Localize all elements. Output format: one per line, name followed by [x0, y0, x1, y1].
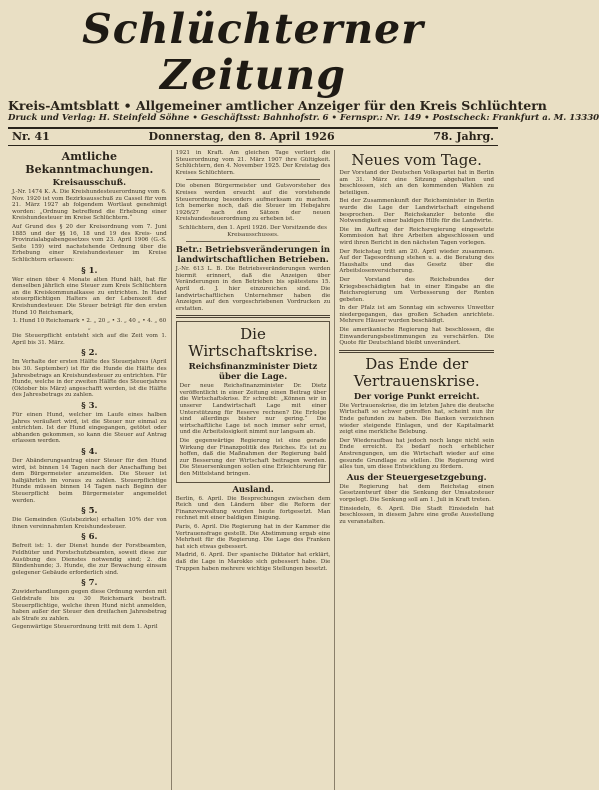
article-subheading: Der vorige Punkt erreicht. — [353, 391, 480, 402]
paragraph: Paris, 6. April. Die Regierung hat in der Kammer die Vertrauensfrage gestellt. Die Abstimmung ergab eine Mehrheit für die Regierung. Die Lage des Franken hat sich etwas gebessert. — [175, 523, 331, 550]
paragraph: J.-Nr. 613 L. B. Die Betriebsveränderungen werden hiermit erinnert, daß die Anzeigen über Veränderungen in den Betrieben bis spätestens 15. April d. J. hier einzureichen sind. Die landwirtschaftlichen Unternehmer haben die Anzeigen auf den vorgeschriebenen Vordrucken zu erstatten. — [175, 266, 331, 312]
volume-year: 78. Jahrg. — [433, 130, 494, 143]
paragraph: Der Wiederaufbau hat jedoch noch lange nicht sein Ende erreicht. Es bedarf noch erheblicher Anstrengungen, um die Wirtschaft wieder auf eine gesunde Grundlage zu stellen. Die Regierung wird alles tun, um diese Entwicklung zu fördern. — [339, 437, 495, 471]
divider — [339, 350, 494, 353]
article-columns — [8, 150, 498, 790]
article-heading: Ausland. — [232, 484, 274, 495]
paragraph: Der Vorstand des Reichsbundes der Kriegsbeschädigten hat in einer Eingabe an die Reichsregierung um Verbesserung der Renten gebeten. — [339, 276, 495, 303]
paragraph: Auf Grund des § 20 der Kreisordnung vom 7. Juni 1885 und der §§ 16, 18 und 19 des Kreis- und Provinzialabgabengesetzes vom 23. April 1906 (G.-S. Seite 159) wird nachstehende Ordnung über die Erhebung einer Kreishundesteuer im Kreise Schlüchtern erlassen: — [12, 223, 167, 263]
article-box — [176, 321, 331, 482]
paragraph: Schlüchtern, den 1. April 1926. Der Vorsitzende des Kreisausschusses. — [179, 224, 327, 238]
paragraph: Befreit ist: 1. der Dienst hunde der Forstbeamten, Feldhüter und Forstschutzbeamten, soweit diese zur Ausübung des Dienstes notwendig sind; 2. die Blindenhunde; 3. Hunde, die zur Bewachung einsam gelegener Gebäude erforderlich sind. — [12, 543, 167, 576]
paragraph: Die Steuerpflicht entsteht sich auf die Zeit vom 1. April bis 31. März. — [12, 333, 167, 346]
article-headline: Die Wirtschaftskrise. — [188, 325, 318, 361]
paragraph: Die Regierung hat dem Reichstag einen Gesetzentwurf über die Senkung der Umsatzsteuer vorgelegt. Die Senkung soll am 1. Juli in Kraft treten. — [339, 483, 495, 503]
paragraph: Die amerikanische Regierung hat beschlossen, die Einwanderungsbestimmungen zu verschärfen. Die Quote für Deutschland bleibt unverändert. — [339, 327, 495, 347]
paragraph: Madrid, 6. April. Der spanische Diktator hat erklärt, daß die Lage in Marokko sich gebessert habe. Die Truppen haben mehrere wichtige Stellungen besetzt. — [175, 552, 331, 572]
tax-rates: 1. Hund 10 Reichsmark • 2. „ 20 „ • 3. „ 40 „ • 4. „ 60 „ — [12, 318, 167, 331]
issue-date: Donnerstag, den 8. April 1926 — [148, 130, 335, 143]
newspaper-title: Schlüchterner Zeitung — [82, 5, 424, 99]
paragraph: Im Verhalte der ersten Hälfte des Steuerjahres (April bis 30. September) ist für die Hunde die Hälfte des Jahresbetrags an Kreishundesteuer zu entrichten. Für Hunde, welche in der zweiten Hälfte des Steuerjahres (Oktober bis März) angeschafft werden, ist die Hälfte des Jahresbetrags zu zahlen. — [12, 359, 167, 399]
article-heading: Betr.: Betriebsveränderungen in landwirtschaftlichen Betrieben. — [175, 245, 331, 266]
paragraph: Berlin, 6. April. Die Besprechungen zwischen dem Reich und den Ländern über die Reform der Finanzverwaltung wurden heute fortgesetzt. Man rechnet mit einer baldigen Einigung. — [175, 495, 331, 522]
paragraph-number: § 3. — [81, 401, 98, 412]
paragraph-number: § 7. — [81, 578, 98, 589]
paragraph: Die im Auftrag der Reichsregierung eingesetzte Kommission hat ihre Arbeiten abgeschlossen und wird ihren Bericht in den nächsten Tagen vorlegen. — [339, 226, 495, 246]
dateline — [8, 127, 498, 146]
column-1 — [8, 150, 172, 790]
section-subheading: Kreisausschuß. — [52, 178, 127, 188]
paragraph: Die gegenwärtige Regierung ist eine gerade Wirkung der Finanzpolitik des Reiches. Es ist zu hoffen, daß die Maßnahmen der Regierung bald zur Besserung der Wirtschaft beitragen werden. Die Steuersenkungen sollen eine Erleichterung für den Mittelstand bringen. — [179, 438, 327, 477]
paragraph-number: § 4. — [81, 447, 98, 457]
paragraph: J.-Nr. 1474 K. A. Die Kreishundesteuerordnung vom 6. Nov. 1920 ist vom Bezirksausschuß zu Cassel für vom 21. März 1927 ab folgendem Wortlaut genehmigt worden: „Ordnung betreffend die Erhebung einer Kreishundesteuer im Kreise Schlüchtern.“ — [12, 189, 167, 222]
paragraph: Gegenwärtige Steuerordnung tritt mit dem 1. April — [12, 624, 158, 631]
newspaper-subtitle: Kreis-Amtsblatt • Allgemeiner amtlicher Anzeiger für den Kreis Schlüchtern — [8, 98, 547, 113]
paragraph: Einsiedeln, 6. April. Die Stadt Einsiedeln hat beschlossen, in diesem Jahre eine große Ausstellung zu veranstalten. — [339, 505, 495, 525]
divider — [176, 315, 331, 318]
publisher-imprint: Druck und Verlag: H. Steinfeld Söhne • Geschäftsst: Bahnhofstr. 6 • Fernspr.: Nr. 149 • Postscheck: Frankfurt a. M. 13330 — [8, 113, 599, 123]
divider — [186, 241, 321, 242]
paragraph: In der Pfalz ist am Sonntag ein schweres Unwetter niedergegangen, das großen Schaden anrichtete. Mehrere Häuser wurden beschädigt. — [339, 305, 495, 325]
column-3 — [335, 150, 498, 790]
paragraph: Der neue Reichsfinanzminister Dr. Dietz veröffentlicht in einer Zeitung einen Beitrag über die Wirtschaftskrise. Er schreibt: „Können wir in unserer Landwirtschaft Lage mit einer Unterstützung für Reserve rechnen? Die Erfolge sind allerdings bisher nur gering.“ Die wirtschaftliche Lage ist noch immer sehr ernst, und die Arbeitslosigkeit nimmt nur langsam ab. — [179, 383, 327, 436]
paragraph: Der Reichstag tritt am 20. April wieder zusammen. Auf der Tagesordnung stehen u. a. die Beratung des Haushalts und das Gesetz über die Arbeitslosenversicherung. — [339, 248, 495, 275]
paragraph: Der Vorstand der Deutschen Volkspartei hat in Berlin am 31. März eine Sitzung abgehalten und beschlossen, sich an den kommenden Wahlen zu beteiligen. — [339, 170, 495, 196]
column-2 — [172, 150, 336, 790]
section-headline: Neues vom Tage. — [351, 151, 482, 169]
paragraph-number: § 1. — [81, 265, 98, 276]
paragraph: Die Vertrauenskrise, die im letzten Jahre die deutsche Wirtschaft so schwer getroffen hat, scheint nun ihr Ende gefunden zu haben. Die Banken verzeichnen wieder steigende Einlagen, und der Kapitalmarkt zeigt eine merkliche Belebung. — [339, 402, 495, 436]
paragraph: 1921 in Kraft. Am gleichen Tage verliert die Steuerordnung vom 21. März 1907 ihre Gültigkeit. Schlüchtern, den 4. November 1925. Der Kreistag des Kreises Schlüchtern. — [175, 150, 331, 176]
article-heading: Aus der Steuergesetzgebung. — [346, 472, 487, 483]
paragraph-number: § 6. — [81, 532, 98, 543]
paragraph-number: § 2. — [81, 348, 98, 359]
paragraph: Für einen Hund, welcher im Laufe eines halben Jahres veräußert wird, ist die Steuer nur einmal zu entrichten. Ist der Hund eingegangen, getötet oder abhanden gekommen, so kann die Steuer auf Antrag erlassen werden. — [12, 412, 167, 445]
paragraph: Zuwiderhandlungen gegen diese Ordnung werden mit Geldstrafe bis zu 30 Reichsmark bestraft. Steuerpflichtige, welche ihren Hund nicht anmelden, haben außer der Steuer den dreifachen Jahresbetrag als Strafe zu zahlen. — [12, 589, 167, 622]
article-headline: Das Ende der Vertrauenskrise. — [353, 354, 480, 390]
masthead — [8, 5, 599, 124]
paragraph: Die Gemeinden (Gutsbezirke) erhalten 10% der von ihnen vereinnahmten Kreishundesteuer. — [12, 517, 167, 530]
paragraph: Wer einen über 4 Monate alten Hund hält, hat für denselben jährlich eine Steuer zum Kreis Schlüchtern an die Kreiskommunalkasse zu entrichten. In Hand steuerpflichtigen Halters an der Lebenszeit der Kreishundesteuer. Die Steuer beträgt für den ersten Hund 10 Reichsmark, — [12, 276, 167, 316]
paragraph-number: § 5. — [81, 506, 98, 517]
issue-number: Nr. 41 — [12, 130, 50, 143]
paragraph: Die obenen Bürgermeister und Gutsvorsteher des Kreises werden ersucht auf die vorstehende Steuerordnung besonders aufmerksam zu machen. Ich bemerke noch, daß die Steuer im Hebejahre 1926/27 nach den Sätzen der neuen Kreishundesteuerordnung zu erheben ist. — [175, 183, 331, 223]
divider — [186, 179, 321, 180]
section-heading: Amtliche Bekanntmachungen. — [25, 150, 154, 176]
article-subheading: Reichsfinanzminister Dietz über die Lage. — [188, 362, 318, 383]
paragraph: Bei der Zusammenkunft der Reichsminister in Berlin wurde die Lage der Landwirtschaft eingehend besprochen. Der Reichskanzler betonte die Notwendigkeit einer baldigen Hilfe für die Landwirte. — [339, 198, 495, 225]
paragraph: Der Abänderungsantrag einer Steuer für den Hund wird, ist binnen 14 Tagen nach der Anschaffung bei dem Bürgermeister anzumelden. Die Steuer ist halbjährlich im voraus zu zahlen. Steuerpflichtige Hunde müssen binnen 14 Tagen nach Beginn der Steuerpflicht beim Bürgermeister angemeldet werden. — [12, 458, 167, 504]
